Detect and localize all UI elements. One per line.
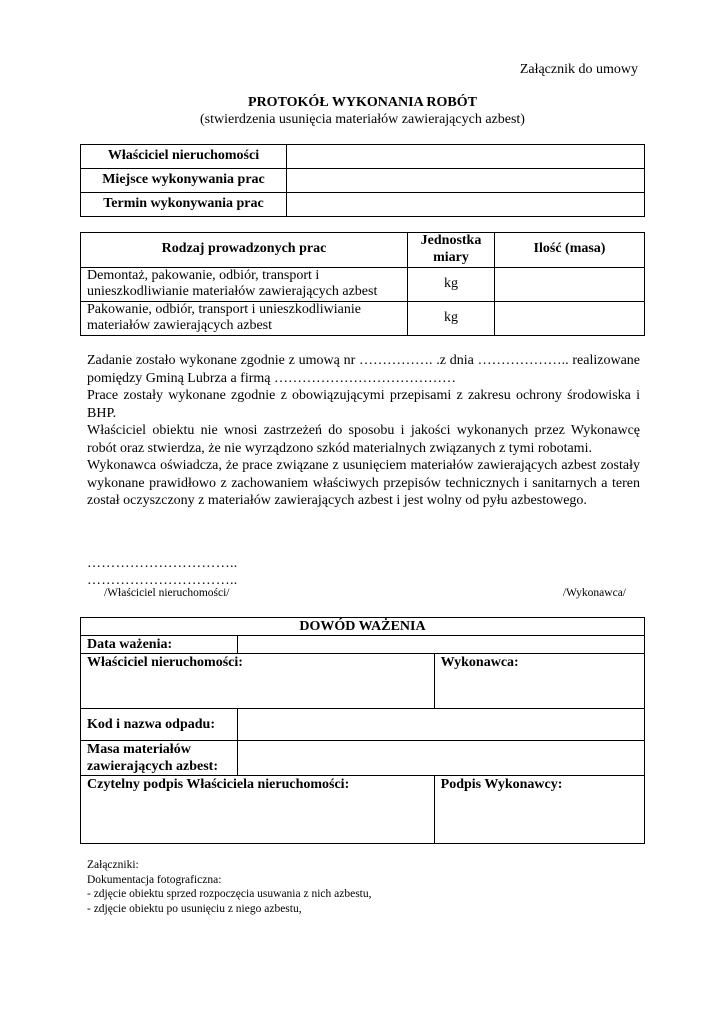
weighing-proof-table	[80, 617, 645, 844]
attachments-list	[87, 858, 372, 916]
table-row	[81, 636, 645, 654]
work-term-label: Termin wykonywania prac	[81, 193, 287, 217]
table-row	[81, 169, 645, 193]
mass-field[interactable]	[238, 741, 645, 776]
table-row	[81, 618, 645, 636]
contractor-signature-label: /Wykonawca/	[562, 587, 626, 599]
list-item: - zdjęcie obiektu po usunięciu z niego azbestu,	[87, 902, 302, 915]
work-amount-field[interactable]	[495, 267, 645, 301]
work-term-value-field[interactable]	[287, 193, 645, 217]
table-header-row	[81, 233, 645, 268]
regulations-paragraph: Prace zostały wykonane zgodnie z obowiązującymi przepisami z zakresu ochrony środowiska i BHP.	[87, 388, 640, 421]
work-types-table	[80, 232, 645, 336]
owner-label: Właściciel nieruchomości	[81, 145, 287, 169]
list-item: - zdjęcie obiektu sprzed rozpoczęcia usuwania z nich azbestu,	[87, 888, 372, 900]
table-row	[81, 741, 645, 776]
work-location-value-field[interactable]	[287, 169, 645, 193]
owner-signature-line: …………………………..	[87, 556, 238, 571]
contract-paragraph: Zadanie zostało wykonane zgodnie z umową nr ……………. .z dnia ……………….. realizowane pomiędzy Gminą Lubrza a firmą …………………………………	[87, 353, 640, 386]
work-description: Demontaż, pakowanie, odbiór, transport i unieszkodliwianie materiałów zawierających azbest	[81, 267, 408, 301]
weighing-contractor-cell[interactable]: Wykonawca:	[434, 654, 644, 709]
weighing-title: DOWÓD WAŻENIA	[81, 618, 645, 636]
table-row	[81, 709, 645, 741]
table-row	[81, 145, 645, 169]
table-row	[81, 654, 645, 709]
unit-header: Jednostka miary	[408, 233, 495, 268]
contractor-signature-line: …………………………..	[87, 573, 238, 588]
mass-label: Masa materiałów zawierających azbest:	[81, 741, 238, 776]
work-description: Pakowanie, odbiór, transport i unieszkodliwianie materiałów zawierających azbest	[81, 301, 408, 335]
amount-header: Ilość (masa)	[495, 233, 645, 268]
work-amount-field[interactable]	[495, 301, 645, 335]
weighing-date-label: Data ważenia:	[81, 636, 238, 654]
attachments-heading: Załączniki:	[87, 859, 139, 871]
table-row	[81, 267, 645, 301]
work-unit: kg	[408, 301, 495, 335]
document-subtitle: (stwierdzenia usunięcia materiałów zawierających azbest)	[200, 112, 525, 127]
table-row	[81, 776, 645, 844]
waste-code-field[interactable]	[238, 709, 645, 741]
table-row	[81, 301, 645, 335]
contractor-statement-paragraph: Wykonawca oświadcza, że prace związane z usunięciem materiałów zawierających azbest zostały wykonane prawidłowo z zachowaniem właściwych przepisów technicznych i sanitarnych a teren został oczyszczony z materiałów zawierających azbest i jest wolny od pyłu azbestowego.	[87, 458, 640, 508]
owner-signature-cell[interactable]: Czytelny podpis Właściciela nieruchomości:	[81, 776, 435, 844]
property-info-table	[80, 144, 645, 217]
table-row	[81, 193, 645, 217]
attachment-label: Załącznik do umowy	[519, 62, 638, 77]
work-unit: kg	[408, 267, 495, 301]
owner-signature-label: /Właściciel nieruchomości/	[104, 587, 230, 599]
owner-statement-paragraph: Właściciel obiektu nie wnosi zastrzeżeń do sposobu i jakości wykonanych przez Wykonawcę robót oraz stwierdza, że nie wyrządzono szkód materialnych związanych z tymi robotami.	[87, 423, 640, 456]
photo-docs-heading: Dokumentacja fotograficzna:	[87, 873, 222, 886]
work-type-header: Rodzaj prowadzonych prac	[81, 233, 408, 268]
protocol-body	[87, 352, 640, 510]
weighing-date-field[interactable]	[238, 636, 645, 654]
waste-code-label: Kod i nazwa odpadu:	[81, 709, 238, 741]
contractor-signature-cell[interactable]: Podpis Wykonawcy:	[434, 776, 644, 844]
weighing-owner-cell[interactable]: Właściciel nieruchomości:	[81, 654, 435, 709]
work-location-label: Miejsce wykonywania prac	[81, 169, 287, 193]
owner-value-field[interactable]	[287, 145, 645, 169]
document-title: PROTOKÓŁ WYKONANIA ROBÓT	[248, 95, 477, 110]
